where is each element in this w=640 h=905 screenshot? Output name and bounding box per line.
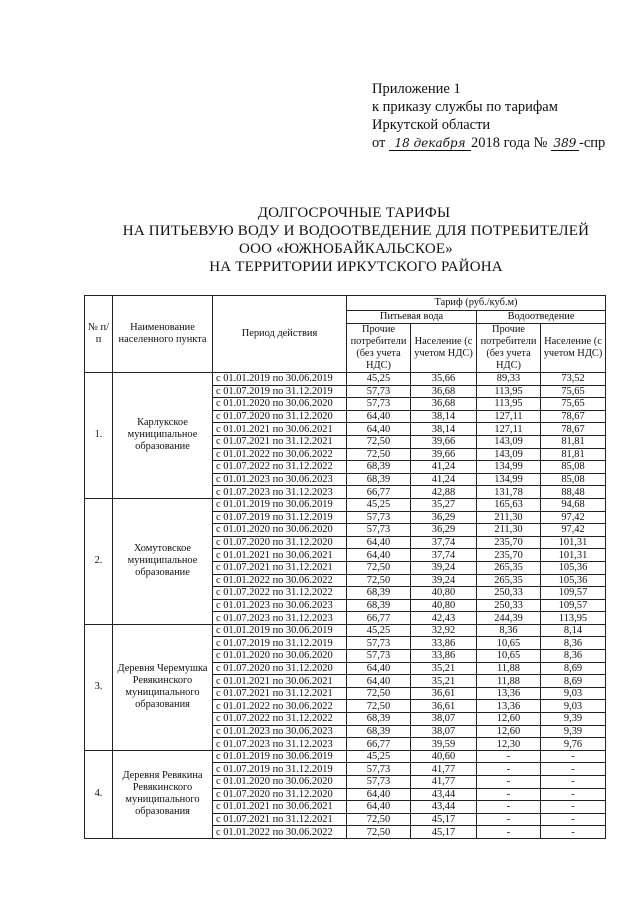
period-cell: с 01.01.2023 по 30.06.2023 [213, 725, 347, 738]
header-drain-other: Прочие потребители (без учета НДС) [477, 324, 541, 373]
period-cell: с 01.07.2019 по 31.12.2019 [213, 385, 347, 398]
drain-population-cell: 113,95 [541, 612, 606, 625]
water-population-cell: 43,44 [411, 801, 477, 814]
drain-population-cell: 81,81 [541, 435, 606, 448]
water-population-cell: 36,68 [411, 398, 477, 411]
drain-population-cell: - [541, 813, 606, 826]
period-cell: с 01.07.2020 по 31.12.2020 [213, 536, 347, 549]
drain-population-cell: 97,42 [541, 511, 606, 524]
period-cell: с 01.07.2021 по 31.12.2021 [213, 813, 347, 826]
period-cell: с 01.01.2020 по 30.06.2020 [213, 524, 347, 537]
water-other-cell: 66,77 [347, 612, 411, 625]
water-other-cell: 72,50 [347, 826, 411, 839]
water-population-cell: 37,74 [411, 549, 477, 562]
drain-other-cell: 13,36 [477, 687, 541, 700]
drain-other-cell: 143,09 [477, 448, 541, 461]
water-population-cell: 42,88 [411, 486, 477, 499]
drain-population-cell: 78,67 [541, 410, 606, 423]
water-other-cell: 57,73 [347, 637, 411, 650]
drain-population-cell: 9,03 [541, 687, 606, 700]
period-cell: с 01.07.2020 по 31.12.2020 [213, 410, 347, 423]
period-cell: с 01.07.2021 по 31.12.2021 [213, 435, 347, 448]
drain-other-cell: - [477, 776, 541, 789]
drain-other-cell: - [477, 788, 541, 801]
period-cell: с 01.01.2020 по 30.06.2020 [213, 398, 347, 411]
water-other-cell: 64,40 [347, 662, 411, 675]
drain-population-cell: 97,42 [541, 524, 606, 537]
water-other-cell: 66,77 [347, 486, 411, 499]
water-population-cell: 39,59 [411, 738, 477, 751]
drain-other-cell: 8,36 [477, 624, 541, 637]
water-population-cell: 39,66 [411, 448, 477, 461]
water-population-cell: 38,14 [411, 423, 477, 436]
table-row [85, 373, 606, 386]
drain-population-cell: 8,36 [541, 637, 606, 650]
period-cell: с 01.01.2021 по 30.06.2021 [213, 549, 347, 562]
drain-population-cell: - [541, 776, 606, 789]
water-population-cell: 36,68 [411, 385, 477, 398]
drain-other-cell: 265,35 [477, 561, 541, 574]
header-drain-population: Население (с учетом НДС) [541, 324, 606, 373]
drain-other-cell: 250,33 [477, 587, 541, 600]
drain-other-cell: 244,39 [477, 612, 541, 625]
drain-other-cell: 211,30 [477, 511, 541, 524]
water-other-cell: 72,50 [347, 574, 411, 587]
water-population-cell: 45,17 [411, 813, 477, 826]
period-cell: с 01.07.2021 по 31.12.2021 [213, 687, 347, 700]
header-settlement: Наименование населенного пункта [113, 296, 213, 373]
water-population-cell: 45,17 [411, 826, 477, 839]
period-cell: с 01.01.2019 по 30.06.2019 [213, 498, 347, 511]
water-population-cell: 36,61 [411, 700, 477, 713]
period-cell: с 01.07.2020 по 31.12.2020 [213, 788, 347, 801]
water-population-cell: 35,66 [411, 373, 477, 386]
period-cell: с 01.07.2019 по 31.12.2019 [213, 763, 347, 776]
handwritten-date: 18 декабря [389, 137, 471, 151]
appendix-line-1: Приложение 1 [372, 81, 461, 97]
drain-population-cell: - [541, 801, 606, 814]
period-cell: с 01.01.2022 по 30.06.2022 [213, 574, 347, 587]
drain-population-cell: - [541, 826, 606, 839]
drain-population-cell: - [541, 750, 606, 763]
drain-other-cell: 11,88 [477, 662, 541, 675]
period-cell: с 01.01.2019 по 30.06.2019 [213, 624, 347, 637]
table-row [85, 498, 606, 511]
date-prefix: от [372, 135, 386, 151]
drain-other-cell: 250,33 [477, 599, 541, 612]
drain-other-cell: 127,11 [477, 423, 541, 436]
drain-other-cell: 131,78 [477, 486, 541, 499]
water-population-cell: 39,24 [411, 574, 477, 587]
water-population-cell: 35,27 [411, 498, 477, 511]
period-cell: с 01.07.2023 по 31.12.2023 [213, 612, 347, 625]
period-cell: с 01.07.2022 по 31.12.2022 [213, 713, 347, 726]
title-line-3: ООО «ЮЖНОБАЙКАЛЬСКОЕ» [239, 241, 453, 257]
water-other-cell: 64,40 [347, 410, 411, 423]
drain-other-cell: - [477, 750, 541, 763]
title-line-1: ДОЛГОСРОЧНЫЕ ТАРИФЫ [257, 205, 451, 221]
appendix-block [372, 80, 605, 152]
period-cell: с 01.07.2023 по 31.12.2023 [213, 738, 347, 751]
header-water-population: Население (с учетом НДС) [411, 324, 477, 373]
water-other-cell: 57,73 [347, 511, 411, 524]
drain-other-cell: 235,70 [477, 536, 541, 549]
drain-other-cell: 134,99 [477, 473, 541, 486]
row-number: 4. [85, 750, 113, 838]
period-cell: с 01.07.2022 по 31.12.2022 [213, 587, 347, 600]
drain-population-cell: 109,57 [541, 599, 606, 612]
drain-population-cell: 8,69 [541, 662, 606, 675]
period-cell: с 01.07.2020 по 31.12.2020 [213, 662, 347, 675]
row-number: 3. [85, 624, 113, 750]
water-other-cell: 64,40 [347, 788, 411, 801]
water-population-cell: 41,77 [411, 776, 477, 789]
appendix-line-3: Иркутской области [372, 117, 491, 133]
water-other-cell: 57,73 [347, 650, 411, 663]
water-population-cell: 40,60 [411, 750, 477, 763]
water-population-cell: 32,92 [411, 624, 477, 637]
period-cell: с 01.07.2023 по 31.12.2023 [213, 486, 347, 499]
water-other-cell: 72,50 [347, 448, 411, 461]
water-population-cell: 40,80 [411, 599, 477, 612]
drain-other-cell: - [477, 826, 541, 839]
water-other-cell: 64,40 [347, 549, 411, 562]
water-other-cell: 45,25 [347, 498, 411, 511]
drain-population-cell: 105,36 [541, 574, 606, 587]
water-other-cell: 57,73 [347, 524, 411, 537]
drain-population-cell: - [541, 788, 606, 801]
drain-other-cell: 10,65 [477, 637, 541, 650]
drain-other-cell: 113,95 [477, 385, 541, 398]
period-cell: с 01.01.2022 по 30.06.2022 [213, 700, 347, 713]
water-population-cell: 39,66 [411, 435, 477, 448]
water-other-cell: 64,40 [347, 675, 411, 688]
water-population-cell: 33,86 [411, 637, 477, 650]
period-cell: с 01.01.2022 по 30.06.2022 [213, 448, 347, 461]
row-number: 2. [85, 498, 113, 624]
water-population-cell: 38,07 [411, 713, 477, 726]
settlement-name: Деревня Ревякина Ревякинского муниципального образования [113, 750, 213, 838]
water-population-cell: 36,29 [411, 524, 477, 537]
title-line-2: НА ПИТЬЕВУЮ ВОДУ И ВОДООТВЕДЕНИЕ ДЛЯ ПОТРЕБИТЕЛЕЙ [122, 223, 590, 239]
tariff-table [84, 295, 606, 839]
drain-population-cell: 75,65 [541, 385, 606, 398]
water-other-cell: 64,40 [347, 423, 411, 436]
drain-other-cell: 143,09 [477, 435, 541, 448]
drain-population-cell: 81,81 [541, 448, 606, 461]
drain-population-cell: 8,14 [541, 624, 606, 637]
water-other-cell: 68,39 [347, 461, 411, 474]
water-other-cell: 72,50 [347, 813, 411, 826]
settlement-name: Деревня Черемушка Ревякинского муниципального образования [113, 624, 213, 750]
water-population-cell: 33,86 [411, 650, 477, 663]
period-cell: с 01.01.2021 по 30.06.2021 [213, 675, 347, 688]
water-other-cell: 68,39 [347, 587, 411, 600]
period-cell: с 01.07.2021 по 31.12.2021 [213, 561, 347, 574]
water-population-cell: 37,74 [411, 536, 477, 549]
water-population-cell: 35,21 [411, 675, 477, 688]
water-other-cell: 64,40 [347, 801, 411, 814]
header-tariff: Тариф (руб./куб.м) [347, 296, 606, 311]
water-other-cell: 72,50 [347, 435, 411, 448]
period-cell: с 01.01.2021 по 30.06.2021 [213, 423, 347, 436]
period-cell: с 01.07.2019 по 31.12.2019 [213, 637, 347, 650]
drain-population-cell: 9,39 [541, 713, 606, 726]
drain-other-cell: 211,30 [477, 524, 541, 537]
drain-population-cell: 73,52 [541, 373, 606, 386]
drain-population-cell: 101,31 [541, 536, 606, 549]
water-other-cell: 45,25 [347, 373, 411, 386]
document-title [0, 204, 640, 276]
drain-other-cell: 12,30 [477, 738, 541, 751]
period-cell: с 01.01.2020 по 30.06.2020 [213, 776, 347, 789]
drain-population-cell: - [541, 763, 606, 776]
drain-population-cell: 9,39 [541, 725, 606, 738]
drain-population-cell: 105,36 [541, 561, 606, 574]
water-other-cell: 68,39 [347, 599, 411, 612]
drain-other-cell: - [477, 813, 541, 826]
water-other-cell: 72,50 [347, 687, 411, 700]
settlement-name: Карлукское муниципальное образование [113, 373, 213, 499]
water-other-cell: 72,50 [347, 561, 411, 574]
water-population-cell: 43,44 [411, 788, 477, 801]
order-suffix: -спр [578, 135, 606, 151]
drain-other-cell: 134,99 [477, 461, 541, 474]
header-water-disposal: Водоотведение [477, 311, 606, 324]
water-population-cell: 41,77 [411, 763, 477, 776]
drain-population-cell: 78,67 [541, 423, 606, 436]
drain-population-cell: 9,03 [541, 700, 606, 713]
period-cell: с 01.01.2019 по 30.06.2019 [213, 373, 347, 386]
water-population-cell: 39,24 [411, 561, 477, 574]
water-population-cell: 41,24 [411, 461, 477, 474]
water-other-cell: 57,73 [347, 776, 411, 789]
handwritten-order-number: 389 [551, 137, 579, 151]
drain-other-cell: 89,33 [477, 373, 541, 386]
period-cell: с 01.01.2023 по 30.06.2023 [213, 599, 347, 612]
drain-other-cell: 235,70 [477, 549, 541, 562]
period-cell: с 01.01.2023 по 30.06.2023 [213, 473, 347, 486]
water-population-cell: 36,29 [411, 511, 477, 524]
row-number: 1. [85, 373, 113, 499]
header-num: № п/п [85, 296, 113, 373]
water-other-cell: 64,40 [347, 536, 411, 549]
appendix-order-line [372, 134, 605, 152]
table-row [85, 750, 606, 763]
drain-other-cell: - [477, 763, 541, 776]
drain-other-cell: 265,35 [477, 574, 541, 587]
period-cell: с 01.01.2022 по 30.06.2022 [213, 826, 347, 839]
drain-population-cell: 85,08 [541, 461, 606, 474]
drain-other-cell: 165,63 [477, 498, 541, 511]
water-population-cell: 41,24 [411, 473, 477, 486]
water-other-cell: 68,39 [347, 473, 411, 486]
drain-other-cell: 13,36 [477, 700, 541, 713]
water-other-cell: 72,50 [347, 700, 411, 713]
drain-other-cell: 12,60 [477, 713, 541, 726]
water-other-cell: 68,39 [347, 725, 411, 738]
water-population-cell: 40,80 [411, 587, 477, 600]
water-other-cell: 68,39 [347, 713, 411, 726]
water-other-cell: 66,77 [347, 738, 411, 751]
drain-population-cell: 85,08 [541, 473, 606, 486]
drain-population-cell: 8,69 [541, 675, 606, 688]
drain-population-cell: 75,65 [541, 398, 606, 411]
drain-other-cell: 11,88 [477, 675, 541, 688]
drain-other-cell: 12,60 [477, 725, 541, 738]
period-cell: с 01.07.2019 по 31.12.2019 [213, 511, 347, 524]
period-cell: с 01.07.2022 по 31.12.2022 [213, 461, 347, 474]
drain-population-cell: 109,57 [541, 587, 606, 600]
title-line-4: НА ТЕРРИТОРИИ ИРКУТСКОГО РАЙОНА [209, 259, 503, 275]
water-population-cell: 36,61 [411, 687, 477, 700]
drain-other-cell: 10,65 [477, 650, 541, 663]
drain-population-cell: 9,76 [541, 738, 606, 751]
drain-other-cell: - [477, 801, 541, 814]
period-cell: с 01.01.2020 по 30.06.2020 [213, 650, 347, 663]
drain-other-cell: 113,95 [477, 398, 541, 411]
appendix-line-2: к приказу службы по тарифам [372, 99, 558, 115]
water-other-cell: 57,73 [347, 398, 411, 411]
water-other-cell: 57,73 [347, 385, 411, 398]
year-text: 2018 года № [471, 135, 548, 151]
period-cell: с 01.01.2021 по 30.06.2021 [213, 801, 347, 814]
water-population-cell: 35,21 [411, 662, 477, 675]
table-row [85, 624, 606, 637]
water-population-cell: 38,07 [411, 725, 477, 738]
drain-population-cell: 94,68 [541, 498, 606, 511]
drain-population-cell: 88,48 [541, 486, 606, 499]
water-population-cell: 38,14 [411, 410, 477, 423]
water-other-cell: 45,25 [347, 624, 411, 637]
drain-other-cell: 127,11 [477, 410, 541, 423]
settlement-name: Хомутовское муниципальное образование [113, 498, 213, 624]
drain-population-cell: 101,31 [541, 549, 606, 562]
header-water-other: Прочие потребители (без учета НДС) [347, 324, 411, 373]
water-other-cell: 45,25 [347, 750, 411, 763]
period-cell: с 01.01.2019 по 30.06.2019 [213, 750, 347, 763]
header-drinking-water: Питьевая вода [347, 311, 477, 324]
drain-population-cell: 8,36 [541, 650, 606, 663]
header-period: Период действия [213, 296, 347, 373]
water-other-cell: 57,73 [347, 763, 411, 776]
water-population-cell: 42,43 [411, 612, 477, 625]
